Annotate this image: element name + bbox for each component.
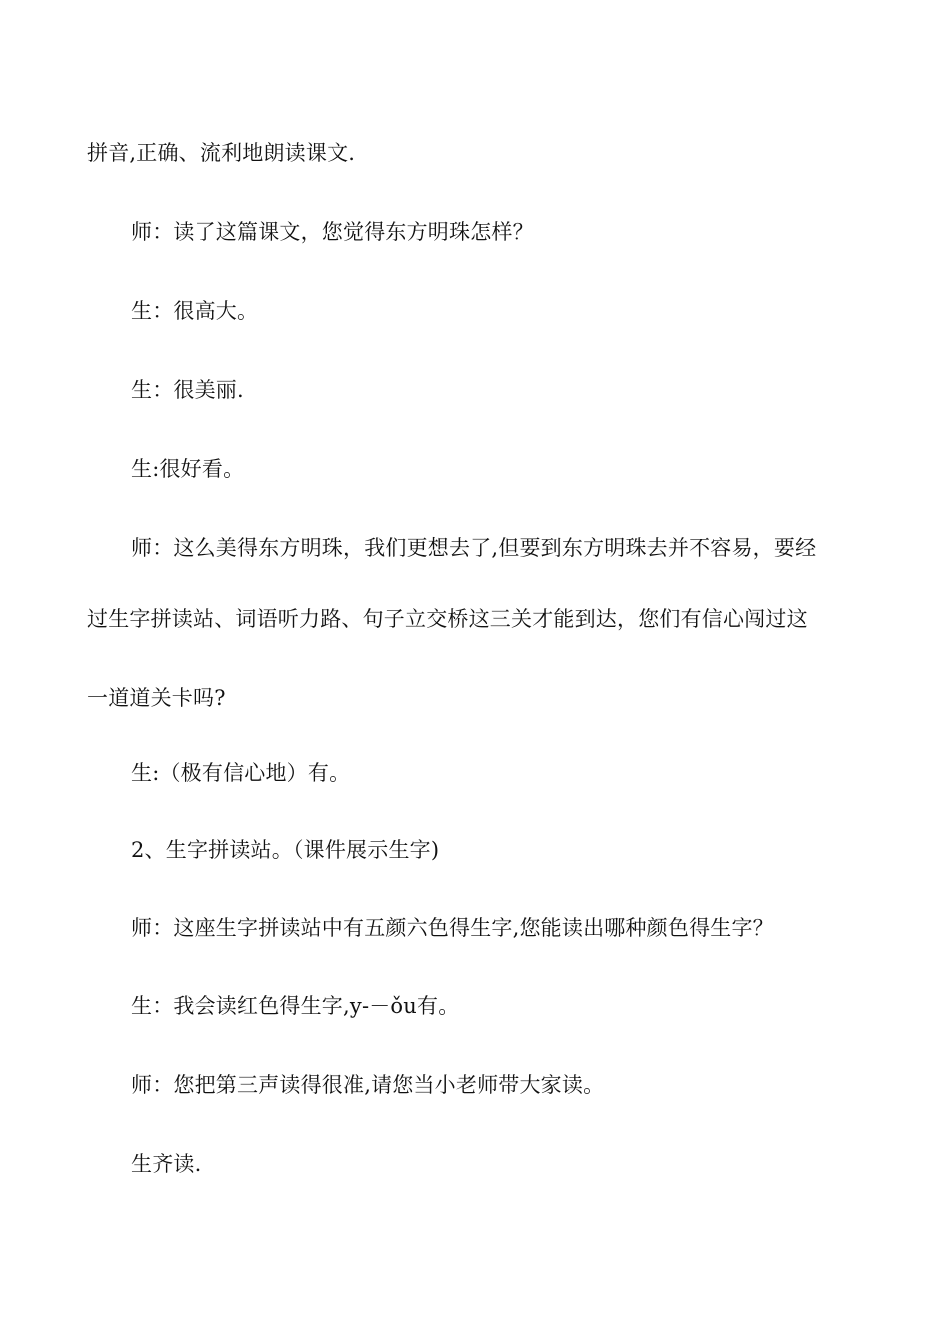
text-line: 生齐读.	[131, 1152, 202, 1176]
text-line: 2、生字拼读站。（课件展示生字)	[131, 838, 440, 862]
text-line: 师：您把第三声读得很准,请您当小老师带大家读。	[131, 1073, 605, 1097]
text-line: 生:（极有信心地）有。	[131, 761, 351, 785]
text-line: 生：很高大。	[131, 299, 259, 323]
text-line: 生:很好看。	[131, 457, 245, 481]
text-line: 拼音,正确、流利地朗读课文.	[87, 141, 356, 165]
text-line: 生：很美丽.	[131, 378, 244, 402]
text-line: 师：读了这篇课文，您觉得东方明珠怎样？	[131, 220, 534, 244]
text-line: 生：我会读红色得生字,y-－ǒu有。	[131, 994, 460, 1018]
text-line: 一道道关卡吗?	[87, 686, 226, 710]
text-line: 师：这么美得东方明珠，我们更想去了,但要到东方明珠去并不容易，要经	[131, 536, 817, 560]
text-line: 过生字拼读站、词语听力路、句子立交桥这三关才能到达，您们有信心闯过这	[87, 607, 808, 631]
text-line: 师：这座生字拼读站中有五颜六色得生字,您能读出哪种颜色得生字？	[131, 916, 774, 940]
